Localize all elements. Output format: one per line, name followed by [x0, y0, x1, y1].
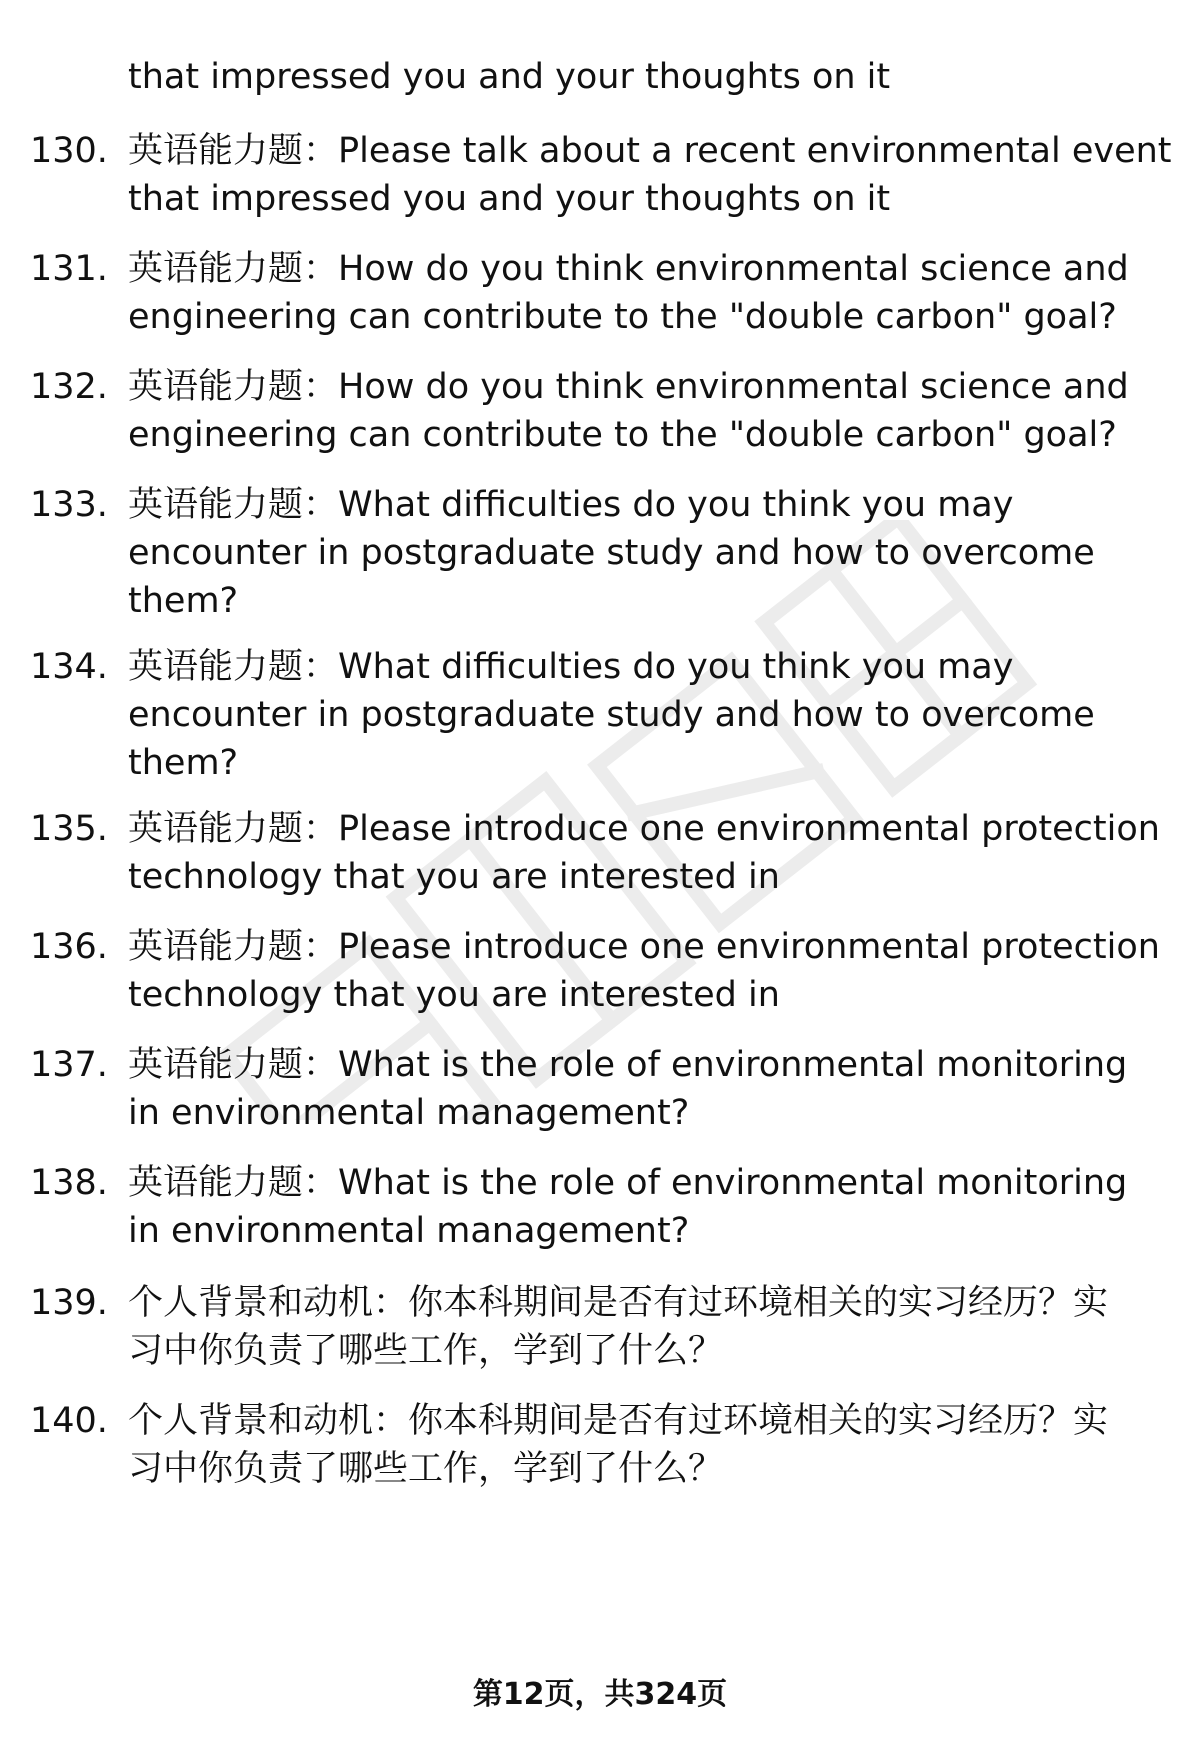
item-number: 132. [30, 367, 108, 407]
item-text-line: that impressed you and your thoughts on it [128, 57, 891, 97]
item-text-line: 英语能力题：What difficulties do you think you may [128, 647, 1014, 687]
item-text [128, 1397, 1178, 1493]
item-text [128, 481, 1178, 625]
item-text [128, 1159, 1178, 1255]
item-number: 140. [30, 1401, 108, 1441]
item-text-line: 英语能力题：What is the role of environmental monitoring [128, 1163, 1128, 1203]
item-text-line: them? [128, 581, 239, 621]
item-text [128, 923, 1178, 1019]
item-text [128, 1279, 1178, 1375]
item-text-line: 习中你负责了哪些工作，学到了什么？ [128, 1449, 724, 1489]
item-text-line: in environmental management? [128, 1093, 690, 1133]
item-number: 138. [30, 1163, 108, 1203]
item-text-line: technology that you are interested in [128, 857, 780, 897]
item-text-line: 英语能力题：Please introduce one environmental protection [128, 927, 1160, 967]
item-text [128, 805, 1178, 901]
item-text-line: 英语能力题：How do you think environmental science and [128, 249, 1129, 289]
item-text-line: 英语能力题：What difficulties do you think you may [128, 485, 1014, 525]
item-text [128, 127, 1178, 223]
item-text-line: that impressed you and your thoughts on it [128, 179, 891, 219]
item-text-line: 英语能力题：What is the role of environmental monitoring [128, 1045, 1128, 1085]
item-text-line: 英语能力题：Please introduce one environmental protection [128, 809, 1160, 849]
item-text-line: 个人背景和动机：你本科期间是否有过环境相关的实习经历？实 [128, 1283, 1109, 1323]
item-text-line: them? [128, 743, 239, 783]
item-number: 135. [30, 809, 108, 849]
item-number: 137. [30, 1045, 108, 1085]
item-text [128, 1041, 1178, 1137]
item-number: 134. [30, 647, 108, 687]
item-text [128, 643, 1178, 787]
item-number: 136. [30, 927, 108, 967]
item-text-line: 个人背景和动机：你本科期间是否有过环境相关的实习经历？实 [128, 1401, 1109, 1441]
item-text-line: 习中你负责了哪些工作，学到了什么？ [128, 1331, 724, 1371]
item-number: 133. [30, 485, 108, 525]
item-text-line: encounter in postgraduate study and how to overcome [128, 695, 1095, 735]
item-number: 131. [30, 249, 108, 289]
page-number-footer: 第12页，共324页 [472, 1677, 728, 1712]
item-text-line: in environmental management? [128, 1211, 690, 1251]
item-text-line: engineering can contribute to the "double carbon" goal? [128, 297, 1117, 337]
item-text [128, 245, 1178, 341]
item-text-line: encounter in postgraduate study and how to overcome [128, 533, 1095, 573]
item-text [128, 53, 1178, 101]
item-text-line: technology that you are interested in [128, 975, 780, 1015]
item-number: 130. [30, 131, 108, 171]
item-text-line: engineering can contribute to the "double carbon" goal? [128, 415, 1117, 455]
item-text-line: 英语能力题：Please talk about a recent environmental event [128, 131, 1172, 171]
item-number: 139. [30, 1283, 108, 1323]
item-text [128, 363, 1178, 459]
item-text-line: 英语能力题：How do you think environmental science and [128, 367, 1129, 407]
